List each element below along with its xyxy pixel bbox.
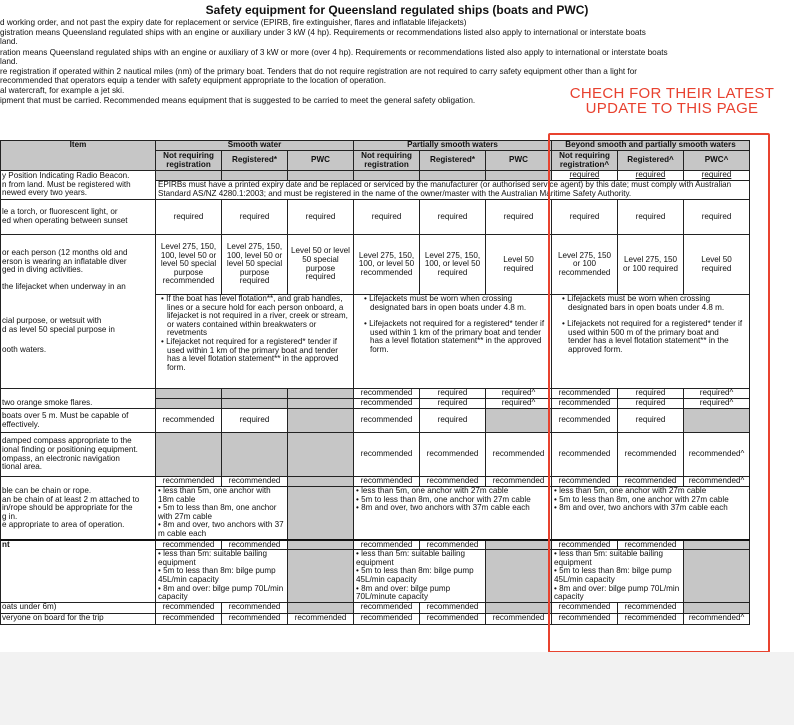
item-line: ble can be chain or rope. xyxy=(2,486,92,495)
cell-value: recommended xyxy=(552,477,618,487)
item-line: erson is wearing an inflatable diver xyxy=(2,256,127,266)
cell-value: required xyxy=(552,171,618,181)
item-bailing: nt xyxy=(1,540,156,603)
header-item: Item xyxy=(1,141,156,171)
note-bullet: • less than 5m: suitable bailing equipment xyxy=(158,549,268,567)
cell-value: required^ xyxy=(486,399,552,409)
cell-value: recommended xyxy=(222,477,288,487)
header-pwc: PWC xyxy=(486,151,552,171)
header-beyond-smooth: Beyond smooth and partially smooth waters xyxy=(552,141,750,151)
page-title: Safety equipment for Queensland regulated ships (boats and PWC) xyxy=(205,3,589,17)
cell-value: recommended xyxy=(420,477,486,487)
cell-value: recommended^ xyxy=(684,433,750,477)
note-bullet: • less than 5m: suitable bailing equipment xyxy=(554,549,664,567)
cell-value: required xyxy=(552,200,618,235)
item-lifejackets xyxy=(1,235,156,389)
item-drinking-water: veryone on board for the trip xyxy=(1,613,156,624)
handwritten-annotation xyxy=(556,86,788,116)
bailing-notes-smooth xyxy=(156,550,288,603)
header-registered: Registered* xyxy=(420,151,486,171)
cell-value: recommended xyxy=(222,613,288,624)
item-line: e appropriate to area of operation. xyxy=(2,520,125,530)
cell-value: recommended xyxy=(618,602,684,613)
header-registered: Registered^ xyxy=(618,151,684,171)
intro-line: recommended that operators equip a tender with safety equipment appropriate to the location of operation. xyxy=(0,76,386,85)
item-line: d as level 50 special purpose in xyxy=(2,324,115,334)
anchor-notes-partial xyxy=(354,487,552,540)
item-line: g in. xyxy=(2,511,18,521)
cell-value: recommended xyxy=(552,613,618,624)
cell-value: required^ xyxy=(684,399,750,409)
note-bullet: • 5m to less than 8m: bilge pump 45L/min capacity xyxy=(356,566,474,584)
cell-value: recommended xyxy=(354,613,420,624)
cell-value: recommended xyxy=(486,613,552,624)
anchor-notes-beyond xyxy=(552,487,750,540)
note-bullet: • less than 5m, one anchor with 18m cable xyxy=(158,486,271,504)
cell-value: Level 275, 150 or 100 required xyxy=(618,235,684,295)
cell-value: recommended xyxy=(156,602,222,613)
cell-value: required xyxy=(618,171,684,181)
note-bullet: • 8m and over: bilge pump 70L/min capacity xyxy=(554,583,680,602)
cell-value: recommended xyxy=(420,433,486,477)
anchor-notes-smooth xyxy=(156,487,288,540)
note-bullet: • Lifejackets must be worn when crossing designated bars in open boats under 4.8 m. xyxy=(364,294,527,312)
cell-value: recommended xyxy=(552,433,618,477)
bailing-notes-beyond xyxy=(552,550,684,603)
intro-line: land. xyxy=(0,57,18,66)
cell-value: recommended^ xyxy=(684,613,750,624)
note-bullet: • Lifejackets not required for a registered* tender if used within 500 m of the primary boat and tender has a level flotation statement** in the approved form. xyxy=(562,319,743,354)
item-line: effectively. xyxy=(2,419,40,429)
note-bullet: • 5m to less than 8m, one anchor with 27m cable xyxy=(554,494,729,504)
header-pwc: PWC xyxy=(288,151,354,171)
item-line: ional finding or positioning equipment. xyxy=(2,444,138,454)
cell-value: recommended xyxy=(354,540,420,550)
cell-value: recommended xyxy=(552,540,618,550)
cell-value: required xyxy=(618,389,684,399)
item-line: in/rope should be appropriate for the xyxy=(2,503,133,513)
cell-value: required xyxy=(618,399,684,409)
intro-line: re registration if operated within 2 nautical miles (nm) of the primary boat. Tenders that do not require registration are not required to carry safety equipment other than a light for xyxy=(0,67,637,76)
cell-value: recommended xyxy=(354,389,420,399)
cell-value: Level 50 required xyxy=(486,235,552,295)
item-epirb xyxy=(1,171,156,200)
note-bullet: • Lifejackets not required for a registered* tender if used within 1 km of the primary boat and tender has a level flotation statement** in the approved form. xyxy=(364,319,545,354)
lifejacket-notes-beyond xyxy=(552,295,750,389)
item-line: damped compass appropriate to the xyxy=(2,436,132,446)
item-line: tional area. xyxy=(2,462,43,472)
note-bullet: • Lifejacket not required for a registered* tender if used within 1 km of the primary boat and tender has a level flotation statement** in the approved form. xyxy=(161,336,339,372)
cell-value: recommended xyxy=(618,613,684,624)
cell-value: Level 275, 150 or 100 recommended xyxy=(552,235,618,295)
note-bullet: • Lifejackets must be worn when crossing designated bars in open boats under 4.8 m. xyxy=(562,294,725,312)
cell-value: required xyxy=(420,399,486,409)
cell-value: required^ xyxy=(684,389,750,399)
note-bullet: • less than 5m: suitable bailing equipment xyxy=(356,549,466,567)
intro-line: d working order, and not past the expiry date for replacement or service (EPIRB, fire extinguisher, flares and inflatable lifejackets) xyxy=(0,18,467,27)
cell-value: recommended^ xyxy=(684,477,750,487)
item-anchor xyxy=(1,477,156,540)
note-bullet: • If the boat has level flotation**, and grab handles, lines or a secure hold for each person onboard, a lifejacket is not required in a river, creek or stream, or waters contained within breakwaters or revetments xyxy=(161,294,348,338)
cell-value: recommended xyxy=(618,540,684,550)
header-not-requiring-registration: Not requiring registration xyxy=(156,151,222,171)
cell-value: recommended xyxy=(354,399,420,409)
header-smooth-water: Smooth water xyxy=(156,141,354,151)
cell-value: recommended xyxy=(486,433,552,477)
cell-value: recommended xyxy=(222,540,288,550)
cell-value: required xyxy=(618,200,684,235)
note-bullet: • 8m and over, two anchors with 37m cable each xyxy=(554,503,728,513)
cell-value: required xyxy=(486,200,552,235)
cell-value: recommended xyxy=(156,613,222,624)
intro-line: ration means Queensland regulated ships with an engine or auxiliary of 3 kW or more (over 4 hp). Requirements or recommendations listed also apply to international or interstate boats xyxy=(0,48,668,57)
cell-value: required xyxy=(354,200,420,235)
header-not-requiring-registration: Not requiring registration^ xyxy=(552,151,618,171)
cell-value: required xyxy=(222,200,288,235)
cell-value: recommended xyxy=(354,477,420,487)
cell-value: Level 50 required xyxy=(684,235,750,295)
annotation-line: UPDATE TO THIS PAGE xyxy=(585,100,759,117)
cell-value: recommended xyxy=(552,399,618,409)
item-line: newed every two years. xyxy=(2,188,88,198)
cell-value: required xyxy=(684,200,750,235)
note-bullet: • 5m to less than 8m: bilge pump 45L/min capacity xyxy=(158,566,276,584)
note-bullet: • less than 5m, one anchor with 27m cable xyxy=(356,486,509,495)
cell-value: required xyxy=(618,409,684,433)
note-bullet: • 5m to less than 8m, one anchor with 27m cable xyxy=(158,503,277,521)
cell-value: recommended xyxy=(156,540,222,550)
cell-value: recommended xyxy=(420,602,486,613)
epirb-note: EPIRBs must have a printed expiry date and be replaced or serviced by the manufacturer (or authorised service agent) by this date; must comply with Australian Standard AS/NZ 4280.1:2003; and must be registered in the name of the owner/master with the Australian Maritime Safety Authority. xyxy=(156,181,750,200)
cell-value: recommended xyxy=(618,433,684,477)
intro-line: land. xyxy=(0,37,18,46)
annotation-line: CHECH FOR THEIR LATEST xyxy=(569,85,775,102)
header-registered: Registered* xyxy=(222,151,288,171)
cell-value: recommended xyxy=(354,409,420,433)
item-line: ompass, an electronic navigation xyxy=(2,453,120,463)
item-light xyxy=(1,200,156,235)
note-bullet: • 8m and over: bilge pump 70L/minute capacity xyxy=(356,583,451,602)
intro-line: ipment that must be carried. Recommended means equipment that is suggested to be carried to meet the general safety obligation. xyxy=(0,96,476,105)
cell-value: recommended xyxy=(552,389,618,399)
cell-value: recommended xyxy=(552,409,618,433)
header-partially-smooth: Partially smooth waters xyxy=(354,141,552,151)
item-line: an be chain of at least 2 m attached to xyxy=(2,494,140,504)
cell-value: Level 275, 150, 100, or level 50 recommended xyxy=(354,235,420,295)
cell-value: recommended xyxy=(222,602,288,613)
item-line: or each person (12 months old and xyxy=(2,248,128,257)
item-compass xyxy=(1,433,156,477)
cell-value: Level 275, 150, 100, level 50 or level 50 special purpose recommended xyxy=(156,235,222,295)
cell-value: required xyxy=(420,389,486,399)
header-pwc: PWC^ xyxy=(684,151,750,171)
cell-value: Level 275, 150, 100, level 50 or level 50 special purpose required xyxy=(222,235,288,295)
cell-value: required xyxy=(156,200,222,235)
bailing-notes-partial xyxy=(354,550,486,603)
cell-value: recommended xyxy=(552,602,618,613)
note-bullet: • 5m to less than 8m: bilge pump 45L/min capacity xyxy=(554,566,672,584)
item-line: n from land. Must be registered with xyxy=(2,179,131,189)
item-line: ed when operating between sunset xyxy=(2,216,128,225)
cell-value: Level 50 or level 50 special purpose required xyxy=(288,235,354,295)
item-line: ooth waters. xyxy=(2,344,47,354)
item-line: boats over 5 m. Must be capable of xyxy=(2,410,129,420)
cell-value: recommended xyxy=(156,409,222,433)
cell-value: recommended xyxy=(420,613,486,624)
note-bullet: • less than 5m, one anchor with 27m cable xyxy=(554,486,707,495)
item-fire-extinguisher xyxy=(1,409,156,433)
note-bullet: • 8m and over: bilge pump 70L/min capacity xyxy=(158,583,284,602)
cell-value: recommended xyxy=(486,477,552,487)
item-line: le a torch, or fluorescent light, or xyxy=(2,207,118,217)
cell-value: recommended xyxy=(288,613,354,624)
cell-value: required xyxy=(288,200,354,235)
lifejacket-notes-smooth xyxy=(156,295,354,389)
intro-line: al watercraft, for example a jet ski. xyxy=(0,86,125,95)
item-flares: two orange smoke flares. xyxy=(1,389,156,409)
cell-value: recommended xyxy=(618,477,684,487)
intro-line: gistration means Queensland regulated ships with an engine or auxiliary under 3 kW (4 hp). Requirements or recommendations listed also apply to international or interstate boats xyxy=(0,28,646,37)
lifejacket-notes-partial xyxy=(354,295,552,389)
cell-value: required xyxy=(222,409,288,433)
cell-value: recommended xyxy=(354,602,420,613)
item-line: ged in diving activities. xyxy=(2,265,83,275)
header-not-requiring-registration: Not requiring registration xyxy=(354,151,420,171)
note-bullet: • 8m and over, two anchors with 37m cable each xyxy=(356,503,530,513)
item-line: y Position Indicating Radio Beacon. xyxy=(2,171,130,181)
cell-value: required^ xyxy=(486,389,552,399)
cell-value: required xyxy=(420,409,486,433)
cell-value: recommended xyxy=(156,477,222,487)
item-line: the lifejacket when underway in an xyxy=(2,281,126,291)
cell-value: recommended xyxy=(420,540,486,550)
item-line: cial purpose, or wetsuit with xyxy=(2,316,102,326)
item-paddles: oats under 6m) xyxy=(1,602,156,613)
note-bullet: • 8m and over, two anchors with 37 m cable each xyxy=(158,520,284,538)
safety-equipment-table xyxy=(0,140,750,625)
cell-value: Level 275, 150, 100, or level 50 required xyxy=(420,235,486,295)
cell-value: required xyxy=(420,200,486,235)
note-bullet: • 5m to less than 8m, one anchor with 27m cable xyxy=(356,494,531,504)
cell-value: required xyxy=(684,171,750,181)
cell-value: recommended xyxy=(354,433,420,477)
